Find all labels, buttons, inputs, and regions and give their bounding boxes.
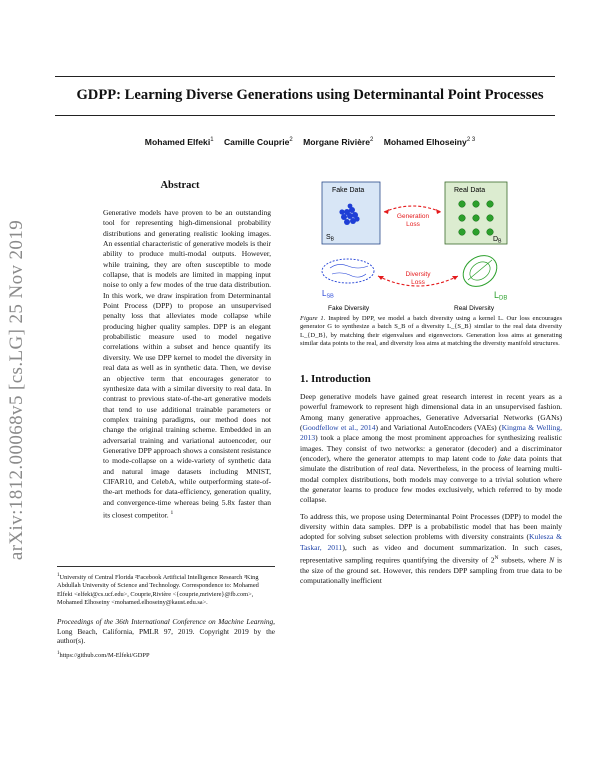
affiliation-text: University of Central Florida ²Facebook Artificial Intelligence Research ³King Abdullah University of Science and Technology. Correspondence to: Mohamed Elfeki <elfeki@cs.ucf.edu>, Couprie,Rivière <{couprie,mriviere}@fb.com>, Mohamed Elhoseiny <mohamed.elhoseiny@kaust.edu.sa>.	[57, 574, 259, 607]
generation-loss-label-2: Loss	[406, 221, 420, 228]
d-real-label: $D_B$	[493, 236, 502, 245]
real-manifold	[457, 249, 503, 293]
abstract-text: Generative models have proven to be an outstanding tool for representing high-dimensional probability distributions and generating realistic looking images. An essential characteristic of generative models is their ability to produce multi-modal outputs. However, while training, they are often susceptible to mode collapse, that is models are limited in mapping input noise to only a few modes of the true data distribution. In this work, we draw inspiration from Determinantal Point Process (DPP) to propose an unsupervised penalty loss that alleviates mode collapse while producing higher quality samples. DPP is an elegant probabilistic measure used to model negative correlations within a subset and hence quantify its diversity. We use DPP kernel to model the diversity in real data as well as in synthetic data. Then, we devise an objective term that encourages generator to synthesize data with a similar diversity to real data. In contrast to previous state-of-the-art generative models that tend to use additional trainable parameters or complex training paradigms, our method does not change the original training scheme. Embedded in an adversarial training and variational autoencoder, our Generative DPP approach shows a consistent resistance to mode-collapse on a wide-variety of synthetic data and natural image datasets including MNIST, CIFAR10, and CelebA, while outperforming state-of-the-art methods for data-efficiency, generation quality, and convergence-time whereas being 5.8x faster than its closest competitor.	[103, 208, 271, 520]
paragraph: To address this, we propose using Determinantal Point Processes (DPP) to model the diversity within data samples. DPP is a probabilistic model that has been mainly adopted for solving subset selection problems with diversity constraints (Kulesza & Taskar, 2011), such as video and document summarization. In such cases, representative sampling requires quantifying the diversity of $2^N$ subsets, where N is the size of the ground set. However, this renders DPP sampling from true data to be computationally inefficient	[300, 511, 563, 586]
generation-loss-label: Generation	[396, 213, 430, 220]
section-heading-introduction: 1. Introduction	[300, 373, 371, 385]
fake-manifold	[322, 259, 374, 283]
author: Morgane Rivière$^2$	[303, 137, 374, 147]
generation-loss-arrow	[384, 206, 441, 212]
diversity-loss-label: Diversity	[405, 271, 431, 278]
title-rule-bottom	[55, 115, 555, 116]
github-link[interactable]: https://github.com/M-Elfeki/GDPP	[59, 652, 150, 660]
citation-link[interactable]: Goodfellow et al., 2014	[302, 423, 376, 433]
proceedings-note	[57, 617, 275, 646]
author: Mohamed Elfeki$^1$	[144, 137, 214, 147]
affiliation-footnote: $^1$University of Central Florida ²Facebook Artificial Intelligence Research ³King Abdullah University of Science and Technology. Correspondence to: Mohamed Elfeki <elfeki@cs.ucf.edu>, Couprie,Rivière <{couprie,mriviere}@fb.com>, Mohamed Elhoseiny <mohamed.elhoseiny@kaust.edu.sa>.	[57, 566, 275, 607]
s-fake-label: $S_B$	[326, 234, 335, 243]
paragraph: Deep generative models have gained great research interest in recent years as a powerful framework to represent high dimensional data in an unsupervised fashion. Among many generative approaches, Generative Adversarial Networks (GANs) (Goodfellow et al., 2014) and Variational AutoEncoders (VAEs) (Kingma & Welling, 2013) took a place among the most prominent approaches for synthesizing realistic images. They consist of two networks: a generator (decoder) and a discriminator (encoder), where the generator attempts to map latent code to fake data points that simulate the distribution of real data. Nevertheless, in the process of learning multi-modal complex distributions, both models may converge to a trivial solution where the generator learns to produce few modes exclusively, which referred to by mode collapse.	[300, 392, 562, 505]
diversity-loss-label-2: Loss	[411, 279, 425, 286]
fake-manifold-inner	[332, 273, 366, 277]
real-points	[459, 201, 494, 236]
fake-diversity-label: Fake Diversity	[328, 305, 370, 312]
caption-text: Inspired by DPP, we model a batch diversity using a kernel L. Our loss encourages generator G to synthesize a batch S_B of a diversity L_{S_B} similar to the real data diversity L_{D_B}, by matching their eigenvalues and eigenvectors. Generation loss aims at generating similar data points to the real, and diversity loss aims at matching the diversity manifold structures.	[300, 315, 562, 348]
proceedings-rest: , Long Beach, California, PMLR 97, 2019. Copyright 2019 by the author(s).	[57, 617, 275, 645]
fake-data-label: Fake Data	[332, 187, 365, 194]
introduction-body	[300, 392, 562, 593]
real-data-label: Real Data	[454, 187, 486, 194]
figure-caption	[300, 315, 562, 348]
title-rule-top	[55, 76, 555, 77]
author: Camille Couprie$^2$	[223, 137, 293, 147]
abstract-body	[103, 208, 271, 521]
fake-manifold-inner	[330, 264, 368, 268]
citation-link[interactable]: Kingma & Welling, 2013	[300, 423, 562, 443]
real-manifold-line	[468, 260, 492, 280]
arxiv-stamp	[2, 200, 32, 580]
abstract-footmark: 1	[170, 509, 174, 516]
citation-link[interactable]: Kulesza & Taskar, 2011	[300, 532, 562, 552]
l-fake-label: LSB	[322, 289, 334, 300]
author: Mohamed Elhoseiny$^{2 3}$	[383, 137, 476, 147]
author-list	[40, 137, 580, 147]
caption-label: Figure 1.	[300, 315, 326, 322]
github-footnote: $^1$https://github.com/M-Elfeki/GDPP	[57, 651, 150, 660]
real-diversity-label: Real Diversity	[454, 305, 495, 312]
proceedings-venue: Proceedings of the 36th International Conference on Machine Learning	[57, 617, 274, 626]
paper-title: GDPP: Learning Diverse Generations using Determinantal Point Processes	[76, 87, 544, 103]
abstract-heading: Abstract	[160, 180, 200, 191]
figure-1	[300, 176, 556, 316]
arxiv-stamp-text: arXiv:1812.00068v5 [cs.LG] 25 Nov 2019	[6, 219, 27, 561]
l-real-label: LDB	[494, 290, 508, 302]
